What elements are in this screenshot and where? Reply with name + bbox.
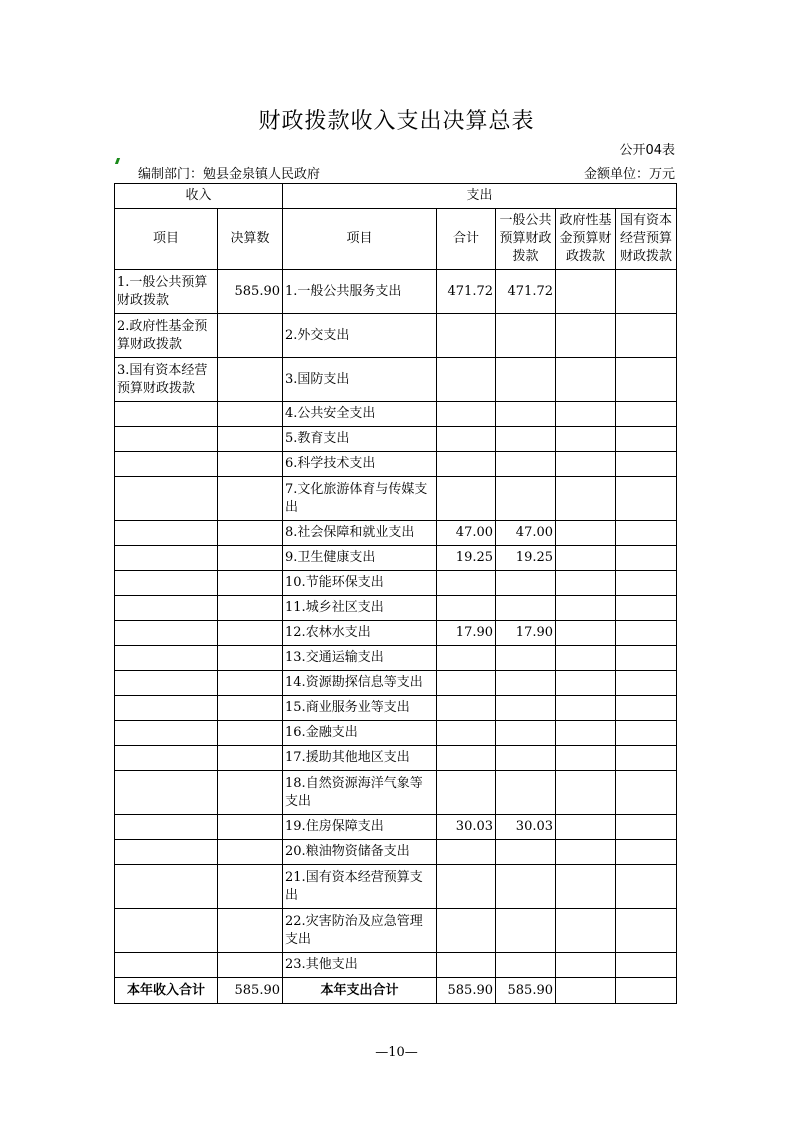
gov-fund-cell — [556, 314, 616, 358]
table-row — [115, 815, 677, 840]
expense-item-cell: 20.粮油物资储备支出 — [283, 840, 437, 865]
income-item-cell: 1.一般公共预算财政拨款 — [115, 270, 218, 314]
state-capital-cell — [616, 671, 677, 696]
total-cell: 30.03 — [437, 815, 496, 840]
general-budget-cell — [496, 671, 556, 696]
total-cell — [437, 427, 496, 452]
income-amount-cell — [218, 746, 283, 771]
general-budget-cell — [496, 865, 556, 909]
expense-total-label: 本年支出合计 — [283, 978, 437, 1004]
general-budget-cell — [496, 909, 556, 953]
state-capital-cell — [616, 571, 677, 596]
state-capital-cell — [616, 358, 677, 402]
table-row — [115, 671, 677, 696]
table-row — [115, 571, 677, 596]
expense-item-cell: 22.灾害防治及应急管理支出 — [283, 909, 437, 953]
expense-item-cell: 18.自然资源海洋气象等支出 — [283, 771, 437, 815]
state-capital-cell — [616, 621, 677, 646]
income-item-cell: 2.政府性基金预算财政拨款 — [115, 314, 218, 358]
general-budget-cell — [496, 314, 556, 358]
total-header: 合计 — [437, 209, 496, 270]
gov-fund-cell — [556, 671, 616, 696]
general-budget-cell — [496, 840, 556, 865]
department-label: 编制部门：勉县金泉镇人民政府 — [138, 167, 321, 182]
general-budget-cell — [496, 721, 556, 746]
expense-item-cell: 15.商业服务业等支出 — [283, 696, 437, 721]
income-amount-cell — [218, 621, 283, 646]
income-item-cell — [115, 546, 218, 571]
table-row — [115, 621, 677, 646]
gov-fund-cell — [556, 815, 616, 840]
gov-fund-cell — [556, 865, 616, 909]
gov-fund-cell — [556, 840, 616, 865]
income-amount-cell — [218, 840, 283, 865]
gov-fund-cell — [556, 696, 616, 721]
income-amount-cell — [218, 427, 283, 452]
general-budget-cell — [496, 571, 556, 596]
total-cell — [437, 452, 496, 477]
state-capital-cell — [616, 953, 677, 978]
state-capital-cell — [616, 314, 677, 358]
total-cell — [437, 477, 496, 521]
expense-item-cell: 10.节能环保支出 — [283, 571, 437, 596]
expense-item-cell: 2.外交支出 — [283, 314, 437, 358]
income-item-cell — [115, 771, 218, 815]
income-total-amount: 585.90 — [218, 978, 283, 1004]
income-amount-cell — [218, 953, 283, 978]
general-budget-cell: 30.03 — [496, 815, 556, 840]
income-item-cell — [115, 402, 218, 427]
gov-fund-cell — [556, 452, 616, 477]
table-row — [115, 953, 677, 978]
table-row — [115, 477, 677, 521]
expense-item-cell: 14.资源勘探信息等支出 — [283, 671, 437, 696]
expense-item-cell: 21.国有资本经营预算支出 — [283, 865, 437, 909]
expense-item-cell: 13.交通运输支出 — [283, 646, 437, 671]
table-row — [115, 546, 677, 571]
table-row — [115, 596, 677, 621]
income-item-cell — [115, 477, 218, 521]
income-item-cell — [115, 746, 218, 771]
state-capital-cell — [616, 596, 677, 621]
income-amount-cell — [218, 865, 283, 909]
gov-fund-cell — [556, 571, 616, 596]
table-row — [115, 771, 677, 815]
expense-item-cell: 17.援助其他地区支出 — [283, 746, 437, 771]
table-row — [115, 521, 677, 546]
expense-item-cell: 6.科学技术支出 — [283, 452, 437, 477]
table-row — [115, 646, 677, 671]
expense-total-amount: 585.90 — [437, 978, 496, 1004]
expense-item-cell: 5.教育支出 — [283, 427, 437, 452]
total-cell: 471.72 — [437, 270, 496, 314]
total-cell — [437, 909, 496, 953]
income-item-cell — [115, 840, 218, 865]
table-row — [115, 270, 677, 314]
income-item-cell — [115, 452, 218, 477]
state-capital-cell — [616, 270, 677, 314]
income-item-header: 项目 — [115, 209, 218, 270]
table-row — [115, 746, 677, 771]
income-item-cell — [115, 909, 218, 953]
income-amount-cell — [218, 546, 283, 571]
state-capital-cell — [616, 721, 677, 746]
expense-item-cell: 1.一般公共服务支出 — [283, 270, 437, 314]
state-capital-cell — [616, 815, 677, 840]
income-item-cell — [115, 865, 218, 909]
income-amount-cell — [218, 571, 283, 596]
expense-item-cell: 8.社会保障和就业支出 — [283, 521, 437, 546]
income-amount-cell — [218, 696, 283, 721]
total-cell — [437, 721, 496, 746]
expense-item-cell: 7.文化旅游体育与传媒支出 — [283, 477, 437, 521]
income-item-cell — [115, 646, 218, 671]
gov-fund-cell — [556, 909, 616, 953]
total-cell — [437, 696, 496, 721]
state-capital-cell — [616, 746, 677, 771]
table-row — [115, 909, 677, 953]
general-budget-cell — [496, 696, 556, 721]
state-capital-cell — [616, 546, 677, 571]
income-item-cell — [115, 621, 218, 646]
state-capital-cell — [616, 840, 677, 865]
income-total-label: 本年收入合计 — [115, 978, 218, 1004]
general-budget-header: 一般公共预算财政拨款 — [496, 209, 556, 270]
state-capital-header: 国有资本经营预算财政拨款 — [616, 209, 677, 270]
expense-item-cell: 3.国防支出 — [283, 358, 437, 402]
gov-fund-cell — [556, 358, 616, 402]
total-cell — [437, 402, 496, 427]
table-code: 公开04表 — [619, 143, 675, 158]
table-row — [115, 840, 677, 865]
gov-fund-cell — [556, 427, 616, 452]
income-amount-cell — [218, 771, 283, 815]
income-amount-cell — [218, 402, 283, 427]
general-budget-cell: 471.72 — [496, 270, 556, 314]
gov-fund-cell — [556, 621, 616, 646]
state-capital-cell — [616, 452, 677, 477]
income-item-cell — [115, 953, 218, 978]
gov-fund-cell — [556, 546, 616, 571]
state-capital-cell — [616, 477, 677, 521]
general-budget-cell — [496, 477, 556, 521]
table-row — [115, 358, 677, 402]
income-item-cell — [115, 571, 218, 596]
general-budget-cell: 47.00 — [496, 521, 556, 546]
total-cell — [437, 646, 496, 671]
total-cell — [437, 571, 496, 596]
expense-total-general: 585.90 — [496, 978, 556, 1004]
income-item-cell — [115, 696, 218, 721]
total-cell — [437, 840, 496, 865]
total-cell — [437, 746, 496, 771]
income-amount-cell — [218, 646, 283, 671]
income-item-cell — [115, 721, 218, 746]
gov-fund-header: 政府性基金预算财政拨款 — [556, 209, 616, 270]
total-cell — [437, 596, 496, 621]
income-amount-cell — [218, 314, 283, 358]
total-cell — [437, 358, 496, 402]
state-capital-cell — [616, 521, 677, 546]
expense-item-cell: 12.农林水支出 — [283, 621, 437, 646]
state-capital-cell — [616, 646, 677, 671]
general-budget-cell: 19.25 — [496, 546, 556, 571]
general-budget-cell — [496, 358, 556, 402]
general-budget-cell — [496, 402, 556, 427]
gov-fund-cell — [556, 270, 616, 314]
table-row — [115, 865, 677, 909]
income-item-cell: 3.国有资本经营预算财政拨款 — [115, 358, 218, 402]
general-budget-cell — [496, 646, 556, 671]
state-capital-cell — [616, 909, 677, 953]
income-amount-cell — [218, 452, 283, 477]
table-row — [115, 696, 677, 721]
general-budget-cell — [496, 596, 556, 621]
table-row — [115, 452, 677, 477]
expense-header: 支出 — [283, 184, 677, 209]
income-item-cell — [115, 815, 218, 840]
state-capital-cell — [616, 771, 677, 815]
gov-fund-cell — [556, 953, 616, 978]
expense-item-cell: 19.住房保障支出 — [283, 815, 437, 840]
income-amount-cell — [218, 477, 283, 521]
state-capital-cell — [616, 402, 677, 427]
income-amount-cell: 585.90 — [218, 270, 283, 314]
gov-fund-cell — [556, 721, 616, 746]
gov-fund-cell — [556, 521, 616, 546]
income-header: 收入 — [115, 184, 283, 209]
table-row — [115, 314, 677, 358]
report-table — [114, 183, 677, 1004]
gov-fund-cell — [556, 646, 616, 671]
state-capital-cell — [616, 427, 677, 452]
expense-item-cell: 16.金融支出 — [283, 721, 437, 746]
income-amount-cell — [218, 815, 283, 840]
general-budget-cell — [496, 771, 556, 815]
state-capital-cell — [616, 865, 677, 909]
general-budget-cell — [496, 452, 556, 477]
page-title: 财政拨款收入支出决算总表 — [258, 109, 535, 134]
general-budget-cell — [496, 953, 556, 978]
income-item-cell — [115, 521, 218, 546]
gov-fund-cell — [556, 746, 616, 771]
table-row — [115, 721, 677, 746]
state-capital-cell — [616, 696, 677, 721]
income-item-cell — [115, 596, 218, 621]
total-cell: 17.90 — [437, 621, 496, 646]
expense-item-cell: 11.城乡社区支出 — [283, 596, 437, 621]
table-row — [115, 427, 677, 452]
general-budget-cell: 17.90 — [496, 621, 556, 646]
general-budget-cell — [496, 427, 556, 452]
expense-total-gov-fund — [556, 978, 616, 1004]
total-cell — [437, 953, 496, 978]
page-number: —10— — [375, 1045, 418, 1060]
income-amount-cell — [218, 671, 283, 696]
income-amount-cell — [218, 521, 283, 546]
expense-total-state-capital — [616, 978, 677, 1004]
table-row — [115, 402, 677, 427]
income-amount-cell — [218, 721, 283, 746]
gov-fund-cell — [556, 477, 616, 521]
total-cell — [437, 865, 496, 909]
total-cell — [437, 771, 496, 815]
total-cell: 47.00 — [437, 521, 496, 546]
expense-item-cell: 4.公共安全支出 — [283, 402, 437, 427]
total-cell — [437, 671, 496, 696]
income-item-cell — [115, 427, 218, 452]
gov-fund-cell — [556, 402, 616, 427]
expense-item-cell: 23.其他支出 — [283, 953, 437, 978]
total-cell: 19.25 — [437, 546, 496, 571]
gov-fund-cell — [556, 771, 616, 815]
income-amount-cell — [218, 909, 283, 953]
general-budget-cell — [496, 746, 556, 771]
gov-fund-cell — [556, 596, 616, 621]
income-amount-cell — [218, 358, 283, 402]
income-amount-header: 决算数 — [218, 209, 283, 270]
total-cell — [437, 314, 496, 358]
cell-marker-icon — [115, 158, 120, 164]
expense-item-cell: 9.卫生健康支出 — [283, 546, 437, 571]
income-item-cell — [115, 671, 218, 696]
income-amount-cell — [218, 596, 283, 621]
unit-label: 金额单位：万元 — [583, 167, 675, 182]
expense-item-header: 项目 — [283, 209, 437, 270]
